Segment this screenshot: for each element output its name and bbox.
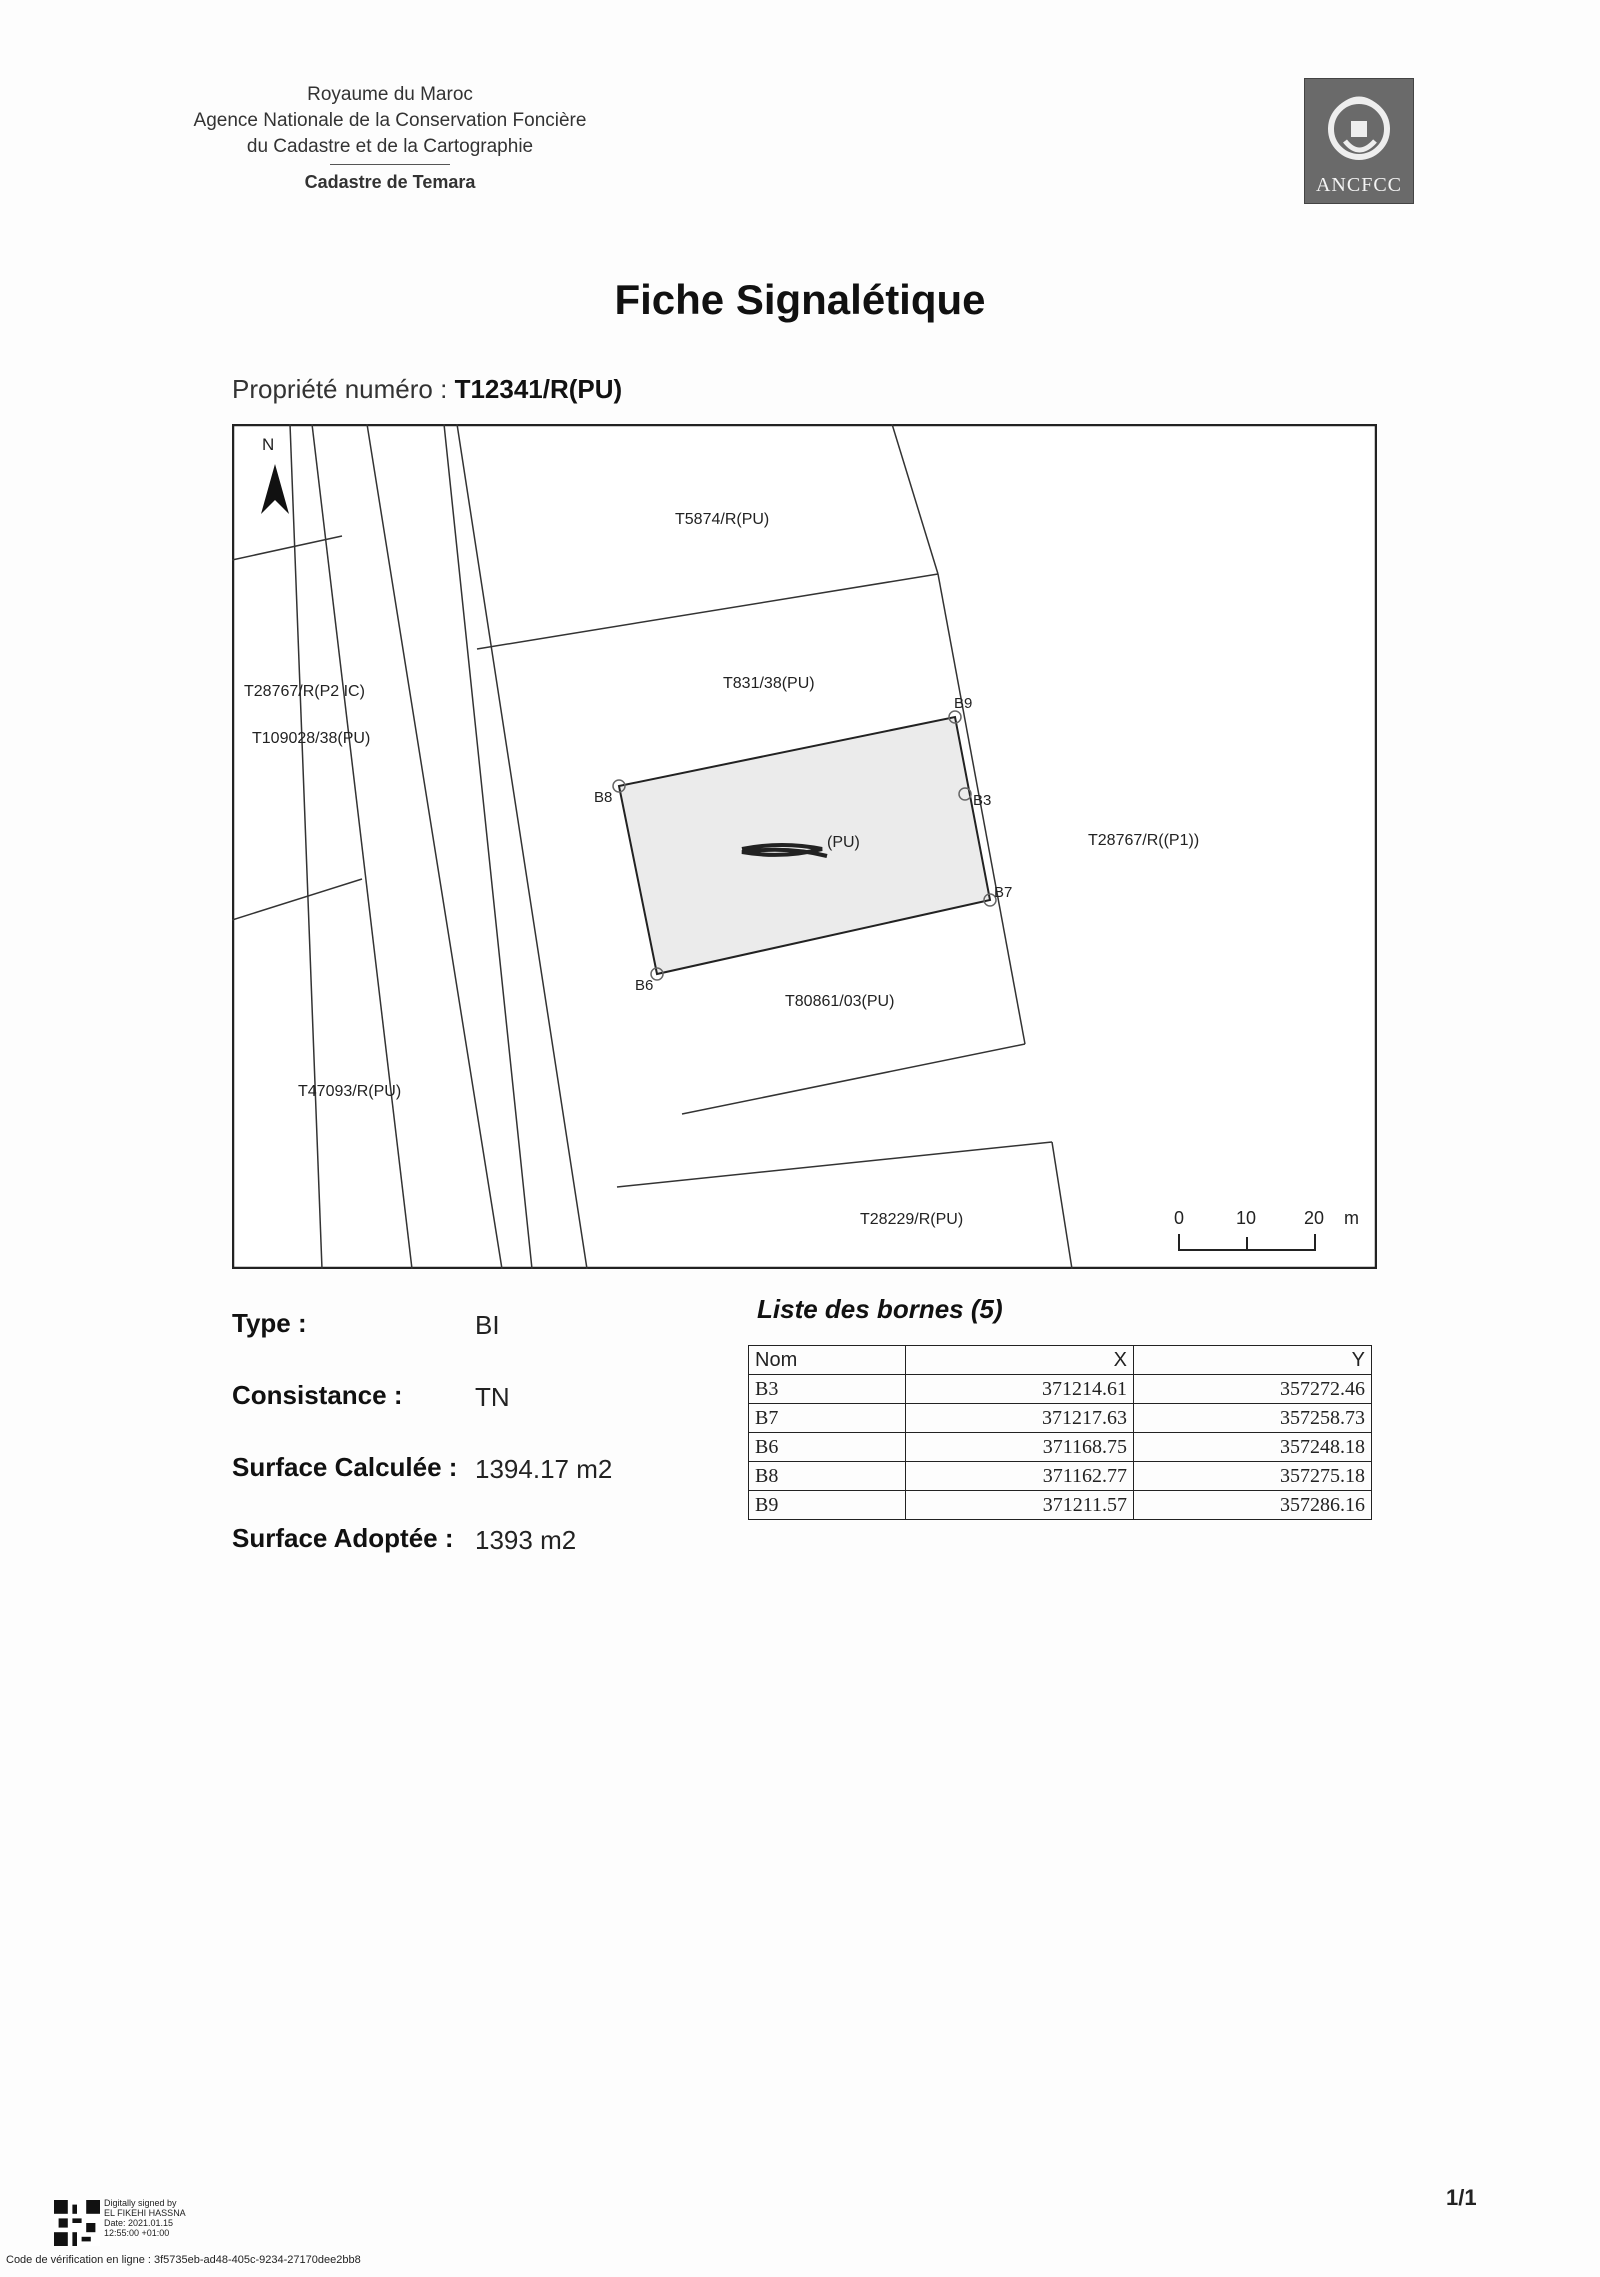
header-office: Cadastre de Temara xyxy=(304,172,476,192)
bornes-table xyxy=(748,1345,1372,1520)
parcel-label: T80861/03(PU) xyxy=(785,993,895,1010)
signature-line: 12:55:00 +01:00 xyxy=(104,2228,170,2238)
consistance-value: TN xyxy=(475,1382,510,1412)
parcel-label: T28767/R(P2 IC) xyxy=(244,683,365,700)
cell-nom: B3 xyxy=(749,1375,906,1404)
parcel-label: T831/38(PU) xyxy=(723,675,815,692)
parcel-label: T5874/R(PU) xyxy=(675,511,770,528)
type-label: Type : xyxy=(232,1308,307,1338)
scale-tick-label: 10 xyxy=(1236,1208,1257,1228)
type-value: BI xyxy=(475,1310,500,1340)
north-label: N xyxy=(262,435,275,454)
table-header-row xyxy=(749,1346,1372,1375)
logo-text: ANCFCC xyxy=(1315,174,1403,196)
surface-adoptee-value: 1393 m2 xyxy=(475,1525,577,1555)
signature-line: Date: 2021.01.15 xyxy=(104,2218,174,2228)
bornes-title: Liste des bornes (5) xyxy=(757,1294,1003,1324)
digital-signature xyxy=(104,2198,186,2238)
qr-code-icon xyxy=(54,2200,100,2246)
column-header-x: X xyxy=(906,1346,1134,1375)
cell-x: 371211.57 xyxy=(906,1491,1134,1520)
borne-label-b7: B7 xyxy=(994,884,1013,901)
agency-header xyxy=(180,82,600,195)
column-header-nom: Nom xyxy=(749,1346,906,1375)
cell-x: 371217.63 xyxy=(906,1404,1134,1433)
borne-label-b3: B3 xyxy=(973,792,992,809)
header-divider xyxy=(330,164,450,165)
cell-y: 357248.18 xyxy=(1134,1433,1372,1462)
borne-label-b9: B9 xyxy=(954,695,973,712)
signature-line: Digitally signed by xyxy=(104,2198,177,2208)
scribble-mark xyxy=(742,845,827,856)
borne-label-b8: B8 xyxy=(594,789,613,806)
consistance-label: Consistance : xyxy=(232,1380,403,1410)
cell-nom: B8 xyxy=(749,1462,906,1491)
cell-x: 371168.75 xyxy=(906,1433,1134,1462)
cadastral-map xyxy=(232,424,1377,1269)
scale-unit: m xyxy=(1344,1208,1359,1228)
cell-nom: B6 xyxy=(749,1433,906,1462)
ancfcc-logo xyxy=(1304,78,1414,204)
parcel-label: T28229/R(PU) xyxy=(860,1211,964,1228)
cell-y: 357286.16 xyxy=(1134,1491,1372,1520)
table-row xyxy=(749,1375,1372,1404)
cell-nom: B7 xyxy=(749,1404,906,1433)
parcel-label: T28767/R((P1)) xyxy=(1088,832,1200,849)
table-row xyxy=(749,1462,1372,1491)
surface-adoptee-label: Surface Adoptée : xyxy=(232,1523,454,1553)
cell-y: 357275.18 xyxy=(1134,1462,1372,1491)
property-label: Propriété numéro : xyxy=(232,374,448,404)
cell-x: 371162.77 xyxy=(906,1462,1134,1491)
scale-tick-label: 20 xyxy=(1304,1208,1325,1228)
property-number: T12341/R(PU) xyxy=(454,374,623,404)
property-line xyxy=(232,374,622,405)
parcel-label: T109028/38(PU) xyxy=(252,730,371,747)
page-number: 1/1 xyxy=(1446,2185,1477,2210)
surface-calculee-value: 1394.17 m2 xyxy=(475,1454,613,1484)
table-row xyxy=(749,1433,1372,1462)
subject-parcel-label: (PU) xyxy=(827,834,860,851)
parcel-label: T47093/R(PU) xyxy=(298,1083,402,1100)
surface-calculee-label: Surface Calculée : xyxy=(232,1452,458,1482)
table-row xyxy=(749,1491,1372,1520)
header-line-cadastre: du Cadastre et de la Cartographie xyxy=(246,136,534,157)
cell-x: 371214.61 xyxy=(906,1375,1134,1404)
borne-label-b6: B6 xyxy=(635,977,654,994)
table-row xyxy=(749,1404,1372,1433)
column-header-y: Y xyxy=(1134,1346,1372,1375)
scale-tick-label: 0 xyxy=(1174,1208,1185,1228)
header-line-kingdom: Royaume du Maroc xyxy=(307,84,473,105)
cell-y: 357258.73 xyxy=(1134,1404,1372,1433)
logo-emblem-icon xyxy=(1305,79,1413,174)
cell-nom: B9 xyxy=(749,1491,906,1520)
header-line-agency: Agence Nationale de la Conservation Foncière xyxy=(193,110,587,131)
cell-y: 357272.46 xyxy=(1134,1375,1372,1404)
page-title: Fiche Signalétique xyxy=(614,276,986,323)
signature-line: EL FIKEHI HASSNA xyxy=(104,2208,186,2218)
verification-code: Code de vérification en ligne : 3f5735eb-ad48-405c-9234-27170dee2bb8 xyxy=(6,2254,361,2266)
